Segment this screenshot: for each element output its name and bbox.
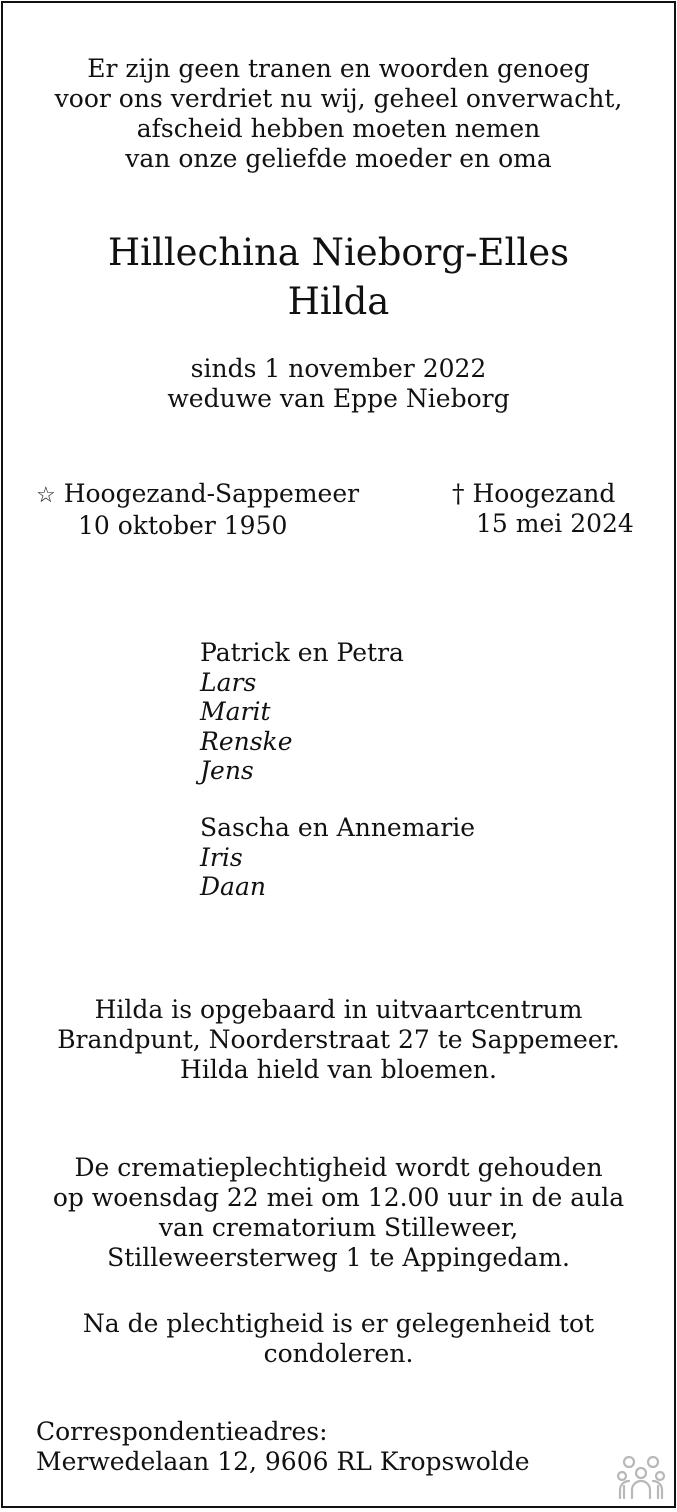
lying-in-state-line: Hilda is opgebaard in uitvaartcentrum [94,995,583,1024]
intro-line: van onze geliefde moeder en oma [125,144,552,173]
ceremony-line: op woensdag 22 mei om 12.00 uur in de aula [52,1183,625,1212]
condolence-info [0,1309,677,1369]
lying-in-state-line: Brandpunt, Noorderstraat 27 te Sappemeer. [57,1025,620,1054]
deceased-name-block [0,228,677,326]
family-parents: Sascha en Annemarie [200,813,476,842]
widow-line: sinds 1 november 2022 [190,354,487,383]
deceased-full-name: Hillechina Nieborg-Elles [107,231,570,274]
ceremony-line: Stilleweersterweg 1 te Appingedam. [107,1243,570,1272]
lying-in-state-info [0,995,677,1085]
family-child: Daan [200,872,266,901]
intro-verse [0,54,677,174]
widow-info [0,354,677,414]
people-group-icon [616,1454,666,1500]
correspondence-label: Correspondentieadres: [36,1417,328,1446]
correspondence-address-line: Merwedelaan 12, 9606 RL Kropswolde [36,1447,530,1476]
widow-line: weduwe van Eppe Nieborg [167,384,510,413]
condolence-line: condoleren. [263,1339,414,1368]
death-place: Hoogezand [472,479,616,508]
birth-star-icon: ☆ [36,483,56,508]
family-parents: Patrick en Petra [200,638,404,667]
ceremony-line: van crematorium Stilleweer, [158,1213,519,1242]
birth-info [36,479,359,541]
intro-line: afscheid hebben moeten nemen [136,114,541,143]
family-child: Lars [200,667,257,697]
death-date: 15 mei 2024 [476,509,634,538]
lying-in-state-line: Hilda hield van bloemen. [180,1055,497,1084]
family-child: Iris [200,842,243,872]
birth-date: 10 oktober 1950 [78,511,288,540]
ceremony-info [0,1153,677,1273]
family-child: Jens [200,756,254,785]
intro-line: Er zijn geen tranen en woorden genoeg [87,54,590,83]
deceased-nickname: Hilda [287,280,390,323]
family-group-1 [200,638,404,786]
family-child: Renske [200,726,293,756]
ceremony-line: De crematieplechtigheid wordt gehouden [74,1153,603,1182]
death-info [452,479,634,539]
intro-line: voor ons verdriet nu wij, geheel onverwacht, [54,84,623,113]
family-group-2 [200,813,475,902]
condolence-line: Na de plechtigheid is er gelegenheid tot [82,1309,595,1338]
death-cross-icon: † [452,479,465,508]
correspondence-address [36,1417,530,1477]
birth-place: Hoogezand-Sappemeer [63,479,360,508]
family-child: Marit [200,697,271,726]
